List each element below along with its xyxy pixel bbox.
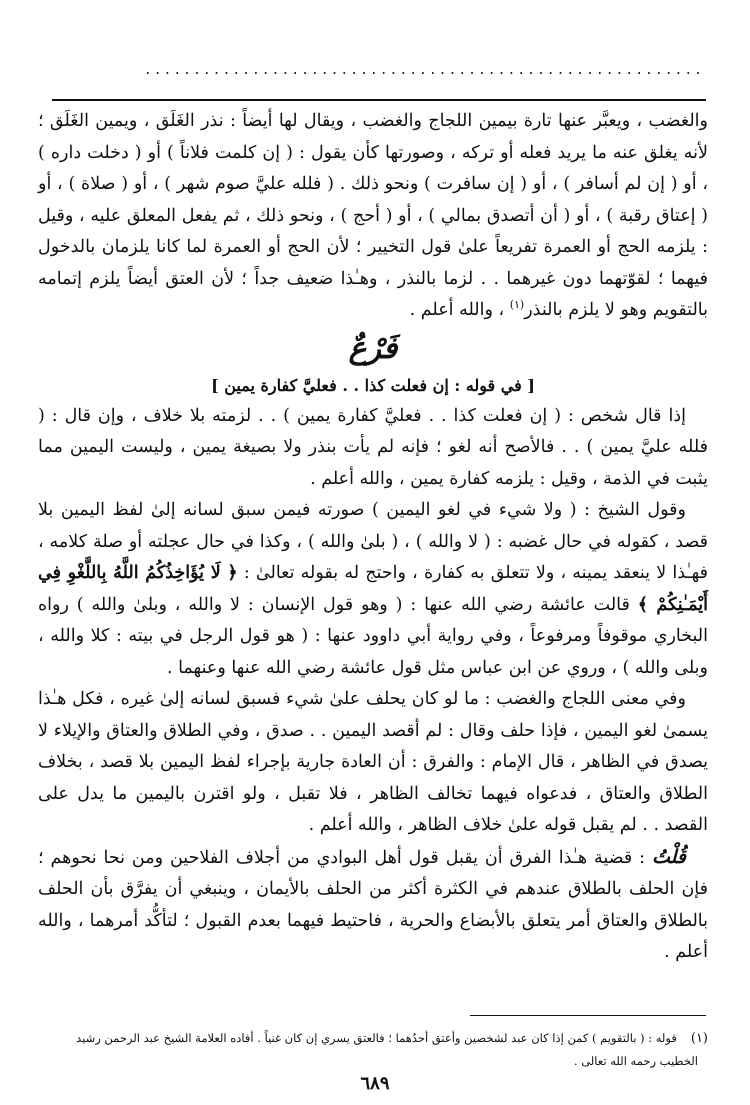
paragraph-3 (38, 495, 708, 684)
main-text (38, 106, 708, 969)
footnote (38, 1027, 708, 1072)
footnote-text-1: قوله : ( بالتقويم ) كمن إذا كان عبد لشخصين وأعتق أحدُهما ؛ فالعتق يسري إن كان غنياً . أفاده العلامة الشيخ عبد الرحمن رشيد (76, 1031, 677, 1045)
footnote-line-2: الخطيب رحمه الله تعالى . (573, 1054, 698, 1068)
paragraph-5 (38, 842, 708, 969)
section-subheading: [ في قوله : إن فعلت كذا . . فعليَّ كفارة يمين ] (211, 375, 535, 395)
paragraph-1-text: والغضب ، ويعبَّر عنها تارة بيمين اللجاج والغضب ، ويقال لها أيضاً : نذر الغَلَق ، ويمين الغَلَق ؛ لأنه يغلق عنه ما يريد فعله أو تركه ، وصورتها كأن يقول : ( إن كلمت فلاناً ) أو ( دخلت داره ) ، أو ( إن لم أسافر ) ، أو ( إن سافرت ) ونحو ذلك . ( فلله عليَّ صوم شهر ) ، أو ( صلاة ) ، أو ( إعتاق رقبة ) ، أو ( أن أتصدق بمالي ) ، أو ( أحج ) ، ونحو ذلك ، ثم يفعل المعلق عليه ، وقيل : يلزمه الحج أو العمرة تفريعاً علىٰ قول التخيير ؛ لأن الحج أو العمرة لما كانا يلزمان بالدخول فيهما ؛ لقوّتهما دون غيرهما . . لزما بالنذر ، وهـٰذا ضعيف جداً ؛ لأن العتق أيضاً يلزم إتمامه بالتقويم وهو لا يلزم بالنذر (38, 111, 708, 320)
paragraph-5-text: : قضية هـٰذا الفرق أن يقبل قول أهل البوادي من أجلاف الفلاحين ومن نحا نحوهم ؛ فإن الحلف بالطلاق عندهم في الكثرة أكثر من الحلف بالأيمان ، وينبغي أن يفرَّق بأن الحلف بالطلاق والعتاق أمر يتعلق بالأبضاع والحرية ، فاحتيط فيهما بعدم القبول ؛ لتأكُّد أمرهما ، والله أعلم . (38, 847, 708, 962)
qultu-label: قُلْتُ (651, 845, 686, 868)
header-rule (52, 99, 706, 101)
paragraph-1-end: ، والله أعلم . (409, 300, 510, 320)
header-dotted-line: ......................................................... (143, 64, 704, 78)
page-number: ٦٨٩ (360, 1073, 390, 1094)
paragraph-1 (38, 106, 708, 327)
paragraph-3-text-a: وقول الشيخ : ( ولا شيء في لغو اليمين ) صورته فيمن سبق لسانه إلىٰ لفظ اليمين بلا قصد ، كقوله في حال غضبه : ( لا والله ) ، ( بلىٰ والله ) ، وكذا في حال عجلته أو صلة كلامه ، فهـٰذا لا ينعقد يمينه ، ولا تتعلق به كفارة ، واحتج له بقوله تعالىٰ : (38, 500, 708, 583)
footnote-rule (470, 1015, 706, 1016)
section-heading-far: فَرْعٌ (348, 330, 398, 366)
footnote-line-1 (38, 1027, 708, 1050)
footnote-ref-1[interactable]: (١) (509, 298, 525, 312)
footnote-number: (١) (690, 1031, 708, 1046)
paragraph-3-text-b: قالت عائشة رضي الله عنها : ( وهو قول الإنسان : لا والله ، وبلىٰ والله ) رواه البخاري موقوفاً ومرفوعاً ، وفي رواية أبي داوود عنها : ( هو قول الرجل في بيته : كلا والله ، وبلى والله ) ، وروي عن ابن عباس مثل قول عائشة رضي الله عنها وعنهما . (38, 594, 708, 678)
quran-verse: ﴿ لَا يُؤَاخِذُكُمُ اللَّهُ بِاللَّغْوِ فِي أَيْمَـٰنِكُمْ ﴾ (38, 563, 708, 615)
paragraph-4: وفي معنى اللجاج والغضب : ما لو كان يحلف علىٰ شيء فسبق لسانه إلىٰ غيره ، فكل هـٰذا يسمىٰ لغو اليمين ، فإذا حلف وقال : لم أقصد اليمين . . صدق ، وفي الطلاق والعتاق والإيلاء لا يصدق في الظاهر ، قال الإمام : والفرق : أن العادة جارية بإجراء لفظ اليمين بلا قصد ، بخلاف الطلاق والعتاق ، فدعواه فيهما تخالف الظاهر ، فلا تقبل ، ولو اقترن باليمين ما يدل على القصد . . لم يقبل قوله علىٰ خلاف الظاهر ، والله أعلم . (38, 689, 708, 835)
paragraph-2: إذا قال شخص : ( إن فعلت كذا . . فعليَّ كفارة يمين ) . . لزمته بلا خلاف ، وإن قال : ( فلله عليَّ يمين ) . . فالأصح أنه لغو ؛ فإنه لم يأت بنذر ولا بصيغة يمين ، وليست اليمين مما يثبت في الذمة ، وقيل : يلزمه كفارة يمين ، والله أعلم . (38, 405, 708, 489)
